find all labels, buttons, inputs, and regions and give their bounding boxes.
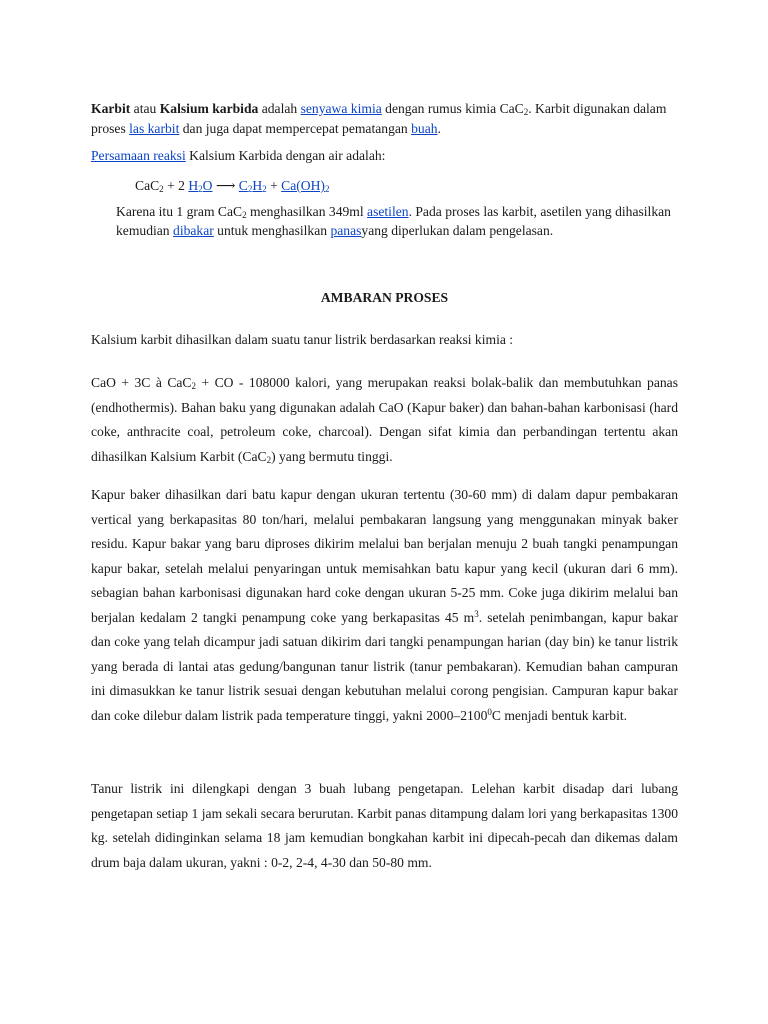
intro-text: dan juga dapat mempercepat pematangan (179, 121, 412, 136)
paragraph-text: ) yang bermutu tinggi. (271, 448, 393, 464)
term-kalsium-karbida: Kalsium karbida (159, 101, 259, 116)
subscript: 2 (523, 107, 529, 117)
superscript: 0 (487, 706, 492, 717)
karena-paragraph (116, 202, 678, 240)
eq-text: Ca(OH) (281, 178, 325, 193)
intro-text: . Karbit digunakan dalam proses (91, 101, 667, 136)
intro-paragraph (91, 99, 678, 139)
eq-text: CaC (135, 178, 160, 193)
eq-text: C (238, 178, 248, 193)
eq-text: + (266, 178, 282, 193)
subscript: 2 (191, 381, 196, 391)
link-asetilen[interactable]: asetilen (367, 204, 409, 219)
karena-text: . Pada proses las karbit, asetilen yang dihasilkan kemudian (116, 204, 671, 238)
paragraph-kapur-baker (91, 483, 678, 728)
eq-text: H (252, 178, 263, 193)
subscript: 2 (198, 184, 203, 194)
eq-text: O (202, 178, 213, 193)
link-senyawa-kimia[interactable]: senyawa kimia (300, 101, 382, 116)
superscript: 3 (474, 608, 479, 619)
paragraph-text: C menjadi bentuk karbit. (491, 707, 628, 723)
link-caoh2[interactable] (281, 178, 329, 193)
karena-text: yang diperlukan dalam pengelasan. (361, 223, 554, 238)
intro-text: atau (130, 101, 160, 116)
eq-text: + 2 (163, 178, 189, 193)
link-h2o[interactable] (188, 178, 212, 193)
intro-text: dengan rumus kimia CaC (381, 101, 524, 116)
link-panas[interactable]: panas (330, 223, 362, 238)
paragraph-text: CaO + 3C à CaC (91, 375, 192, 390)
subscript: 2 (324, 184, 330, 194)
link-las-karbit[interactable]: las karbit (129, 121, 180, 136)
karena-text: menghasilkan 349ml (246, 204, 368, 219)
persamaan-paragraph (91, 146, 678, 166)
link-buah[interactable]: buah (411, 121, 438, 136)
section-heading: AMBARAN PROSES (320, 290, 449, 305)
subscript: 2 (247, 184, 253, 194)
paragraph-tanur-listrik: Tanur listrik ini dilengkapi dengan 3 buah lubang pengetapan. Lelehan karbit disadap dari lubang pengetapan setiap 1 jam sekali secara berurutan. Karbit panas ditampung dalam lori yang berkapasitas 1300 kg. setelah didinginkan selama 18 jam kemudian bongkahan karbit ini dipecah-pecah dan dikemas dalam drum baja dalam ukuran, yakni : 0-2, 2-4, 4-30 dan 50-80 mm. (91, 781, 678, 870)
paragraph-text: + CO - 108000 kalori, yang merupakan reaksi bolak-balik dan membutuhkan panas (endhothermis). Bahan baku yang digunakan adalah CaO (Kapur baker) dan bahan-bahan karbonisasi (hard coke, anthracite coal, petroleum coke, charcoal). Dengan sifat kimia dan perbandingan tertentu akan dihasilkan Kalsium Karbit (CaC (91, 375, 679, 464)
karena-text: Karena itu 1 gram CaC (116, 204, 243, 219)
link-dibakar[interactable]: dibakar (173, 223, 214, 238)
term-karbit: Karbit (91, 101, 131, 116)
link-persamaan-reaksi[interactable]: Persamaan reaksi (91, 148, 186, 163)
paragraph-reaksi (91, 371, 678, 469)
subscript: 2 (262, 184, 267, 194)
reaction-equation (135, 176, 635, 196)
paragraph-reaksi-intro: Kalsium karbit dihasilkan dalam suatu tanur listrik berdasarkan reaksi kimia : (91, 332, 514, 347)
paragraph-text: . setelah penimbangan, kapur bakar dan coke yang telah dicampur jadi satuan dikirim dari tangki penampungan harian (day bin) ke tanur listrik yang berada di lantai atas gedung/bangunan tanur listrik (tanur pembakaran). Kemudian bahan campuran ini dimasukkan ke tanur listrik sesuai dengan kebutuhan melalui corong pengisian. Campuran kapur bakar dan coke dilebur dalam listrik pada temperature tinggi, yakni 2000–2100 (91, 609, 678, 723)
subscript: 2 (159, 184, 164, 194)
subscript: 2 (242, 210, 247, 220)
intro-text: adalah (258, 101, 301, 116)
link-c2h2[interactable] (239, 178, 267, 193)
eq-text: H (188, 178, 199, 193)
persamaan-text: Kalsium Karbida dengan air adalah: (185, 148, 386, 163)
subscript: 2 (266, 454, 272, 465)
paragraph-text: Kapur baker dihasilkan dari batu kapur dengan ukuran tertentu (30-60 mm) di dalam dapur pembakaran vertical yang berkapasitas 80 ton/hari, melalui pembakaran langsung yang menggunakan minyak baker residu. Kapur bakar yang baru diproses dikirim melalui ban berjalan menuju 2 buah tangki penampungan kapur bakar, setelah melalui penyaringan untuk memisahkan batu kapur yang kecil (ukuran dari 6 mm). sebagian bahan karbonisasi digunakan hard coke dengan ukuran 5-25 mm. Coke juga dikirim melalui ban berjalan kedalam 2 tangki penampung coke yang berkapasitas 45 m (91, 487, 678, 625)
reaction-arrow: ⟶ (212, 178, 239, 193)
intro-text: . (437, 121, 441, 136)
karena-text: untuk menghasilkan (213, 223, 331, 238)
